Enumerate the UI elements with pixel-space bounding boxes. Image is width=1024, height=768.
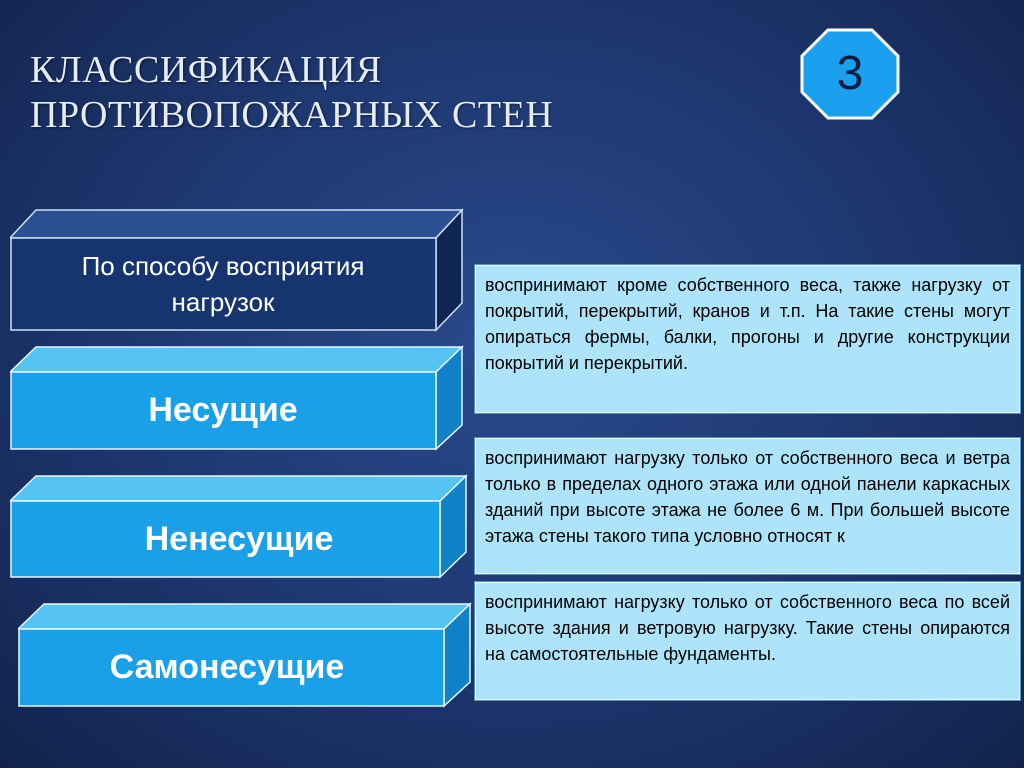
header-box-label	[10, 238, 436, 330]
badge-number: 3	[836, 47, 864, 100]
category-label-non-load-bearing: Ненесущие	[144, 519, 334, 558]
category-box-non-load-bearing	[10, 474, 470, 579]
title-line-2: ПРОТИВОПОЖАРНЫХ СТЕН	[30, 94, 554, 136]
category-label-load-bearing: Несущие	[148, 391, 298, 429]
slide-title	[30, 48, 730, 138]
title-line-1: КЛАССИФИКАЦИЯ	[30, 49, 382, 91]
header-box	[10, 208, 465, 333]
header-box-line-2: нагрузок	[171, 287, 275, 317]
number-badge	[800, 28, 900, 120]
category-box-self-supporting	[18, 602, 473, 708]
description-load-bearing: воспринимают кроме собственного веса, также нагрузку от покрытий, перекрытий, кранов и т.п. На такие стены могут опираться фермы, балки, прогоны и другие конструкции покрытий и перекрытий.	[475, 265, 1020, 413]
category-box-load-bearing	[10, 345, 465, 451]
description-self-supporting: воспринимают нагрузку только от собственного веса по всей высоте здания и ветровую нагрузку. Такие стены опираются на самостоятельные фундаменты.	[475, 582, 1020, 700]
header-box-line-1: По способу восприятия	[81, 251, 365, 281]
description-non-load-bearing: воспринимают нагрузку только от собственного веса и ветра только в пределах одного этажа или одной панели каркасных зданий при высоте этажа не более 6 м. При большей высоте этажа стены такого типа условно относят к	[475, 438, 1020, 574]
category-label-self-supporting: Самонесущие	[109, 648, 345, 686]
